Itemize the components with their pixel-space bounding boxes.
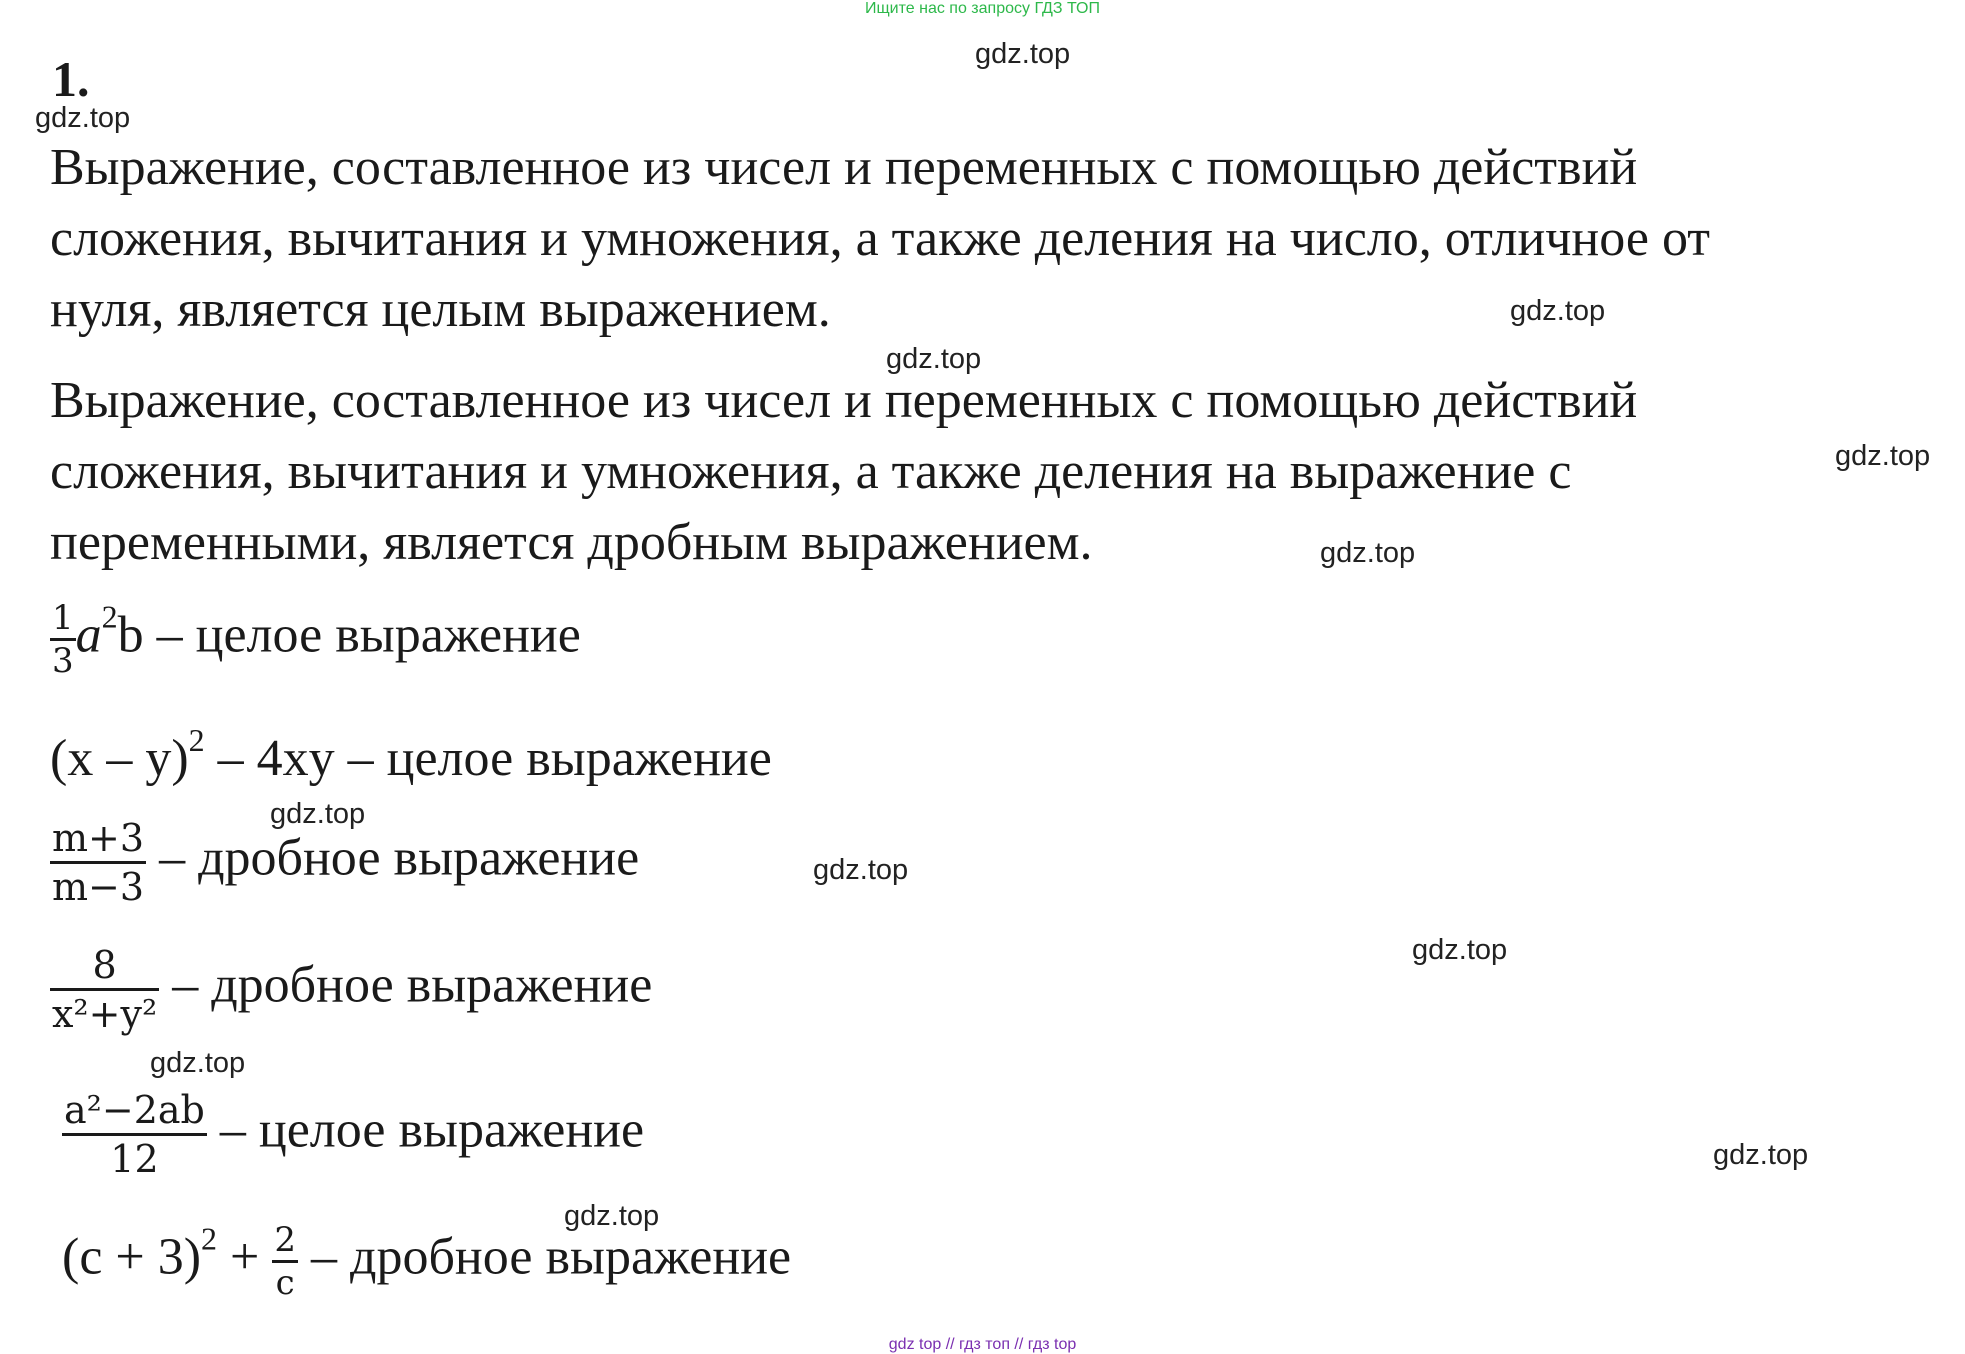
- exponent: 2: [101, 598, 118, 635]
- exponent: 2: [188, 722, 205, 758]
- definition-line: Выражение, составленное из чисел и переменных с помощью действий: [50, 372, 1638, 429]
- watermark: gdz.top: [35, 102, 131, 134]
- top-banner[interactable]: Ищите нас по запросу ГДЗ ТОП: [865, 0, 1100, 17]
- verdict: – целое выражение: [219, 1101, 645, 1159]
- example-6: [62, 1220, 791, 1303]
- denominator: m−3: [52, 865, 145, 909]
- footer-links[interactable]: gdz top // гдз топ // гдз top: [888, 1336, 1077, 1353]
- watermark: gdz.top: [1412, 934, 1508, 966]
- watermark: gdz.top: [1510, 295, 1606, 327]
- numerator: 2: [274, 1220, 297, 1260]
- denominator: x²+y²: [52, 992, 158, 1036]
- fraction: [272, 1220, 298, 1303]
- denominator: c: [275, 1263, 295, 1303]
- example-4: [50, 942, 652, 1037]
- base: (x – y): [50, 730, 189, 787]
- watermark: gdz.top: [886, 343, 982, 375]
- verdict: – целое выражение: [156, 606, 581, 664]
- example-1: [50, 598, 581, 681]
- numerator: 1: [52, 598, 74, 638]
- base: (c + 3): [62, 1228, 202, 1286]
- verdict: – целое выражение: [347, 730, 772, 787]
- definition-line: переменными, является дробным выражением.: [50, 514, 1093, 571]
- expression-tail: – 4xy: [204, 730, 335, 787]
- example-5: [62, 1087, 644, 1182]
- watermark: gdz.top: [270, 798, 366, 830]
- example-2: [50, 722, 772, 788]
- watermark: gdz.top: [1835, 440, 1931, 472]
- fraction: [62, 1087, 207, 1182]
- verdict: – дробное выражение: [311, 1228, 792, 1286]
- watermark: gdz.top: [564, 1200, 660, 1232]
- definition-line: Выражение, составленное из чисел и переменных с помощью действий: [50, 139, 1638, 196]
- fraction: [50, 942, 159, 1037]
- definition-integer: [50, 132, 1710, 345]
- definition-line: сложения, вычитания и умножения, а также деления на выражение с: [50, 443, 1572, 500]
- numerator: 8: [92, 943, 117, 987]
- watermark: gdz.top: [150, 1047, 246, 1079]
- plus-sign: +: [217, 1228, 273, 1286]
- watermark: gdz.top: [1320, 537, 1416, 569]
- verdict: – дробное выражение: [172, 956, 653, 1014]
- numerator: m+3: [52, 816, 145, 860]
- denominator: 12: [110, 1137, 159, 1181]
- definition-line: сложения, вычитания и умножения, а также деления на число, отличное от: [50, 210, 1711, 267]
- watermark: gdz.top: [813, 854, 909, 886]
- fraction: [50, 815, 146, 910]
- exponent: 2: [201, 1220, 218, 1257]
- problem-number: 1.: [52, 51, 90, 107]
- definition-line: нуля, является целым выражением.: [50, 281, 831, 338]
- variable-tail: b: [117, 606, 144, 664]
- verdict: – дробное выражение: [159, 829, 640, 887]
- variable: a: [75, 606, 102, 664]
- denominator: 3: [52, 641, 74, 681]
- watermark: gdz.top: [1713, 1139, 1809, 1171]
- watermark: gdz.top: [975, 38, 1071, 70]
- numerator: a²−2ab: [64, 1088, 205, 1132]
- fraction: [50, 598, 76, 681]
